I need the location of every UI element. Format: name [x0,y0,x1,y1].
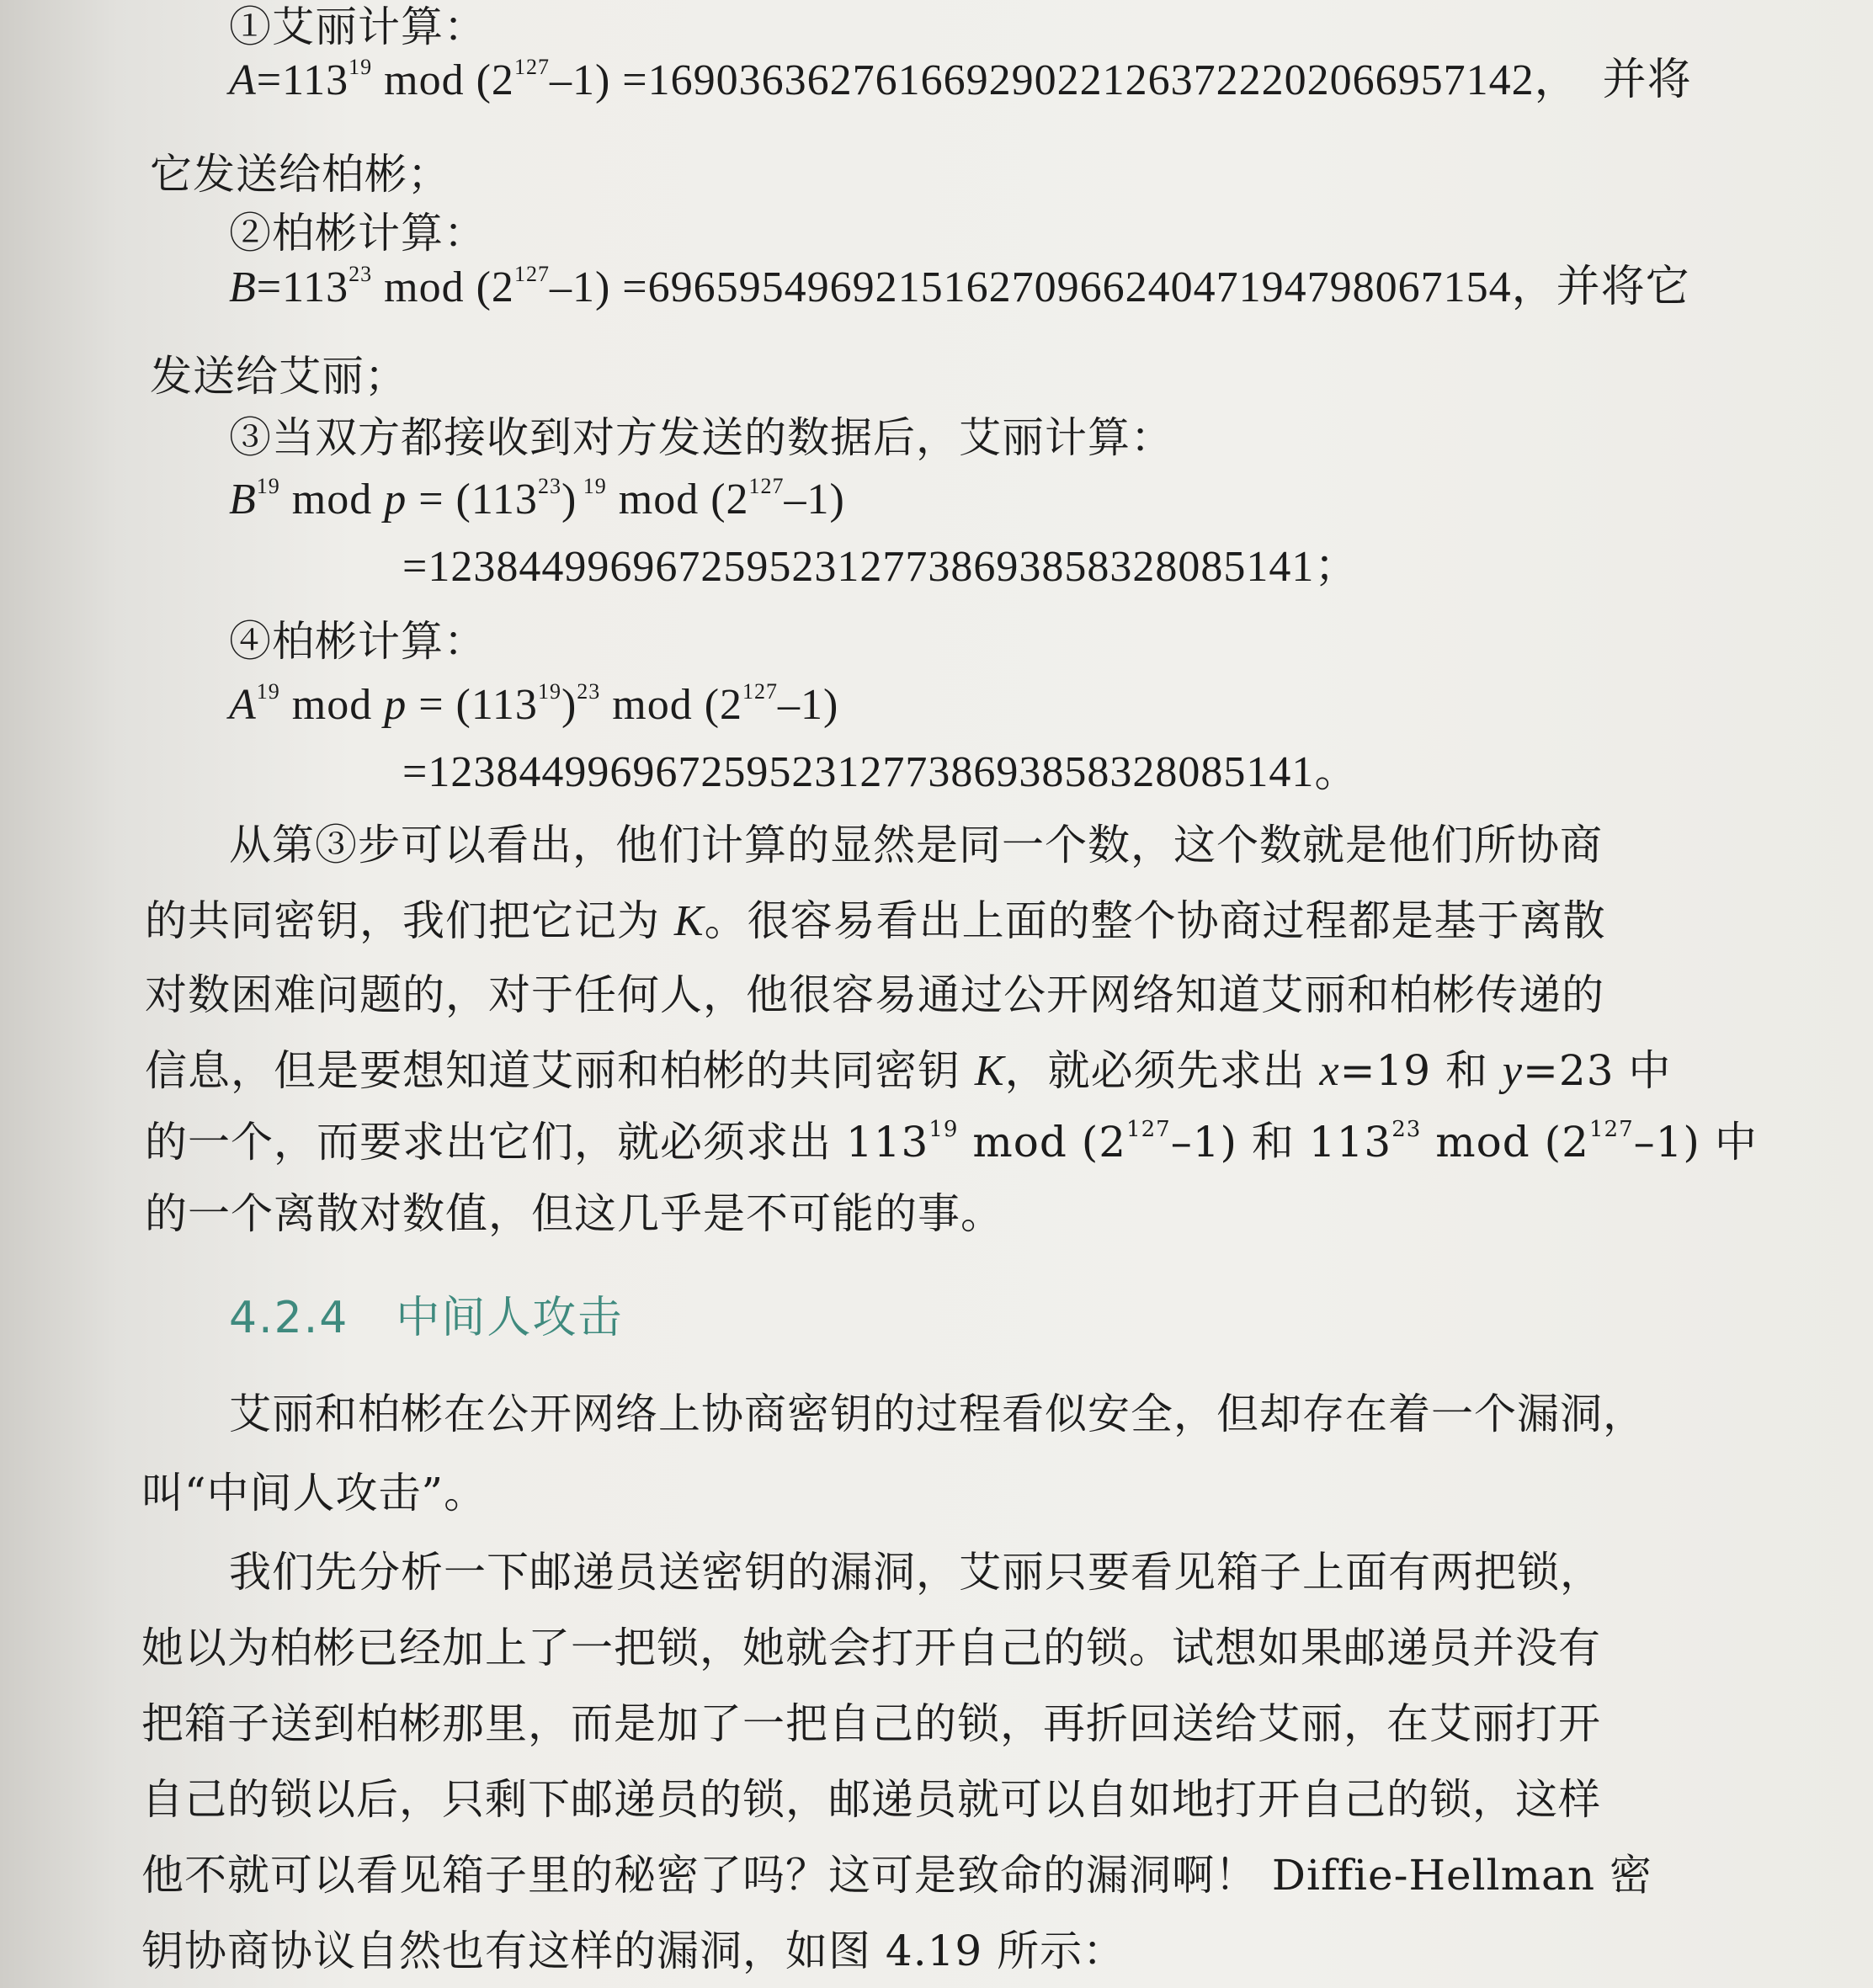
paragraph3-line6: 钥协商协议自然也有这样的漏洞，如图 4.19 所示： [141,1927,1126,1975]
step4-label: ④柏彬计算： [229,617,487,666]
step4-result: =123844996967259523127738693858328085141。 [402,748,1360,796]
step3-label: ③当双方都接收到对方发送的数据后，艾丽计算： [229,413,1173,462]
paragraph3-line2: 她以为柏彬已经加上了一把锁，她就会打开自己的锁。试想如果邮递员并没有 [141,1624,1601,1672]
paragraph1-line4: 信息，但是要想知道艾丽和柏彬的共同密钥 K，就必须先求出 x=19 和 y=23 中 [145,1046,1672,1095]
step2-formula: $B=113^{23}$ mod $(2^{127}-1) =69659549692151627096624047194798067154$，并将它 [229,262,1690,311]
paragraph1-line6: 的一个离散对数值，但这几乎是不可能的事。 [145,1189,1003,1238]
step3-result: =123844996967259523127738693858328085141； [402,543,1360,591]
step2-label: ②柏彬计算： [229,209,487,258]
paragraph1-line2: 的共同密钥，我们把它记为 K。很容易看出上面的整个协商过程都是基于离散 [145,896,1606,945]
paragraph2-line2: 叫“中间人攻击”。 [141,1469,487,1518]
paragraph3-line3: 把箱子送到柏彬那里，而是加了一把自己的锁，再折回送给艾丽，在艾丽打开 [141,1699,1601,1748]
step1-formula: $A=113^{19}$ mod $(2^{127}-1) =169036362761669290221263722202066957142$， 并将 [229,55,1692,104]
section-heading [229,1291,623,1345]
section-number: 4.2.4 [229,1293,349,1343]
step3-formula: $B^{19}$ mod $p = (113^{23})$ $^{19}$ mod $(2^{127}-1)$ [229,474,845,524]
paragraph1-line3: 对数困难问题的，对于任何人，他很容易通过公开网络知道艾丽和柏彬传递的 [145,970,1604,1019]
paragraph1-line5: 的一个，而要求出它们，就必须求出 $113^{19}$ mod $(2^{127}-1)$ 和 $113^{23}$ mod $(2^{127}-1)$ 中 [145,1117,1758,1167]
paragraph3-line1: 我们先分析一下邮递员送密钥的漏洞，艾丽只要看见箱子上面有两把锁， [229,1548,1603,1597]
paragraph3-line4: 自己的锁以后，只剩下邮递员的锁，邮递员就可以自如地打开自己的锁，这样 [141,1775,1601,1824]
paragraph2-line1: 艾丽和柏彬在公开网络上协商密钥的过程看似安全，但却存在着一个漏洞， [229,1390,1646,1438]
step1-label: ①艾丽计算： [229,3,487,51]
paragraph1-line1: 从第③步可以看出，他们计算的显然是同一个数，这个数就是他们所协商 [229,821,1603,869]
step1-continuation: 它发送给柏彬； [150,150,450,199]
step2-continuation: 发送给艾丽； [150,352,407,401]
step4-formula: $A^{19}$ mod $p = (113^{19})^{23}$ mod $(2^{127}-1)$ [229,679,839,729]
section-title: 中间人攻击 [396,1293,624,1343]
paragraph3-line5: 他不就可以看见箱子里的秘密了吗？这可是致命的漏洞啊！ Diffie-Hellman 密 [141,1851,1652,1900]
